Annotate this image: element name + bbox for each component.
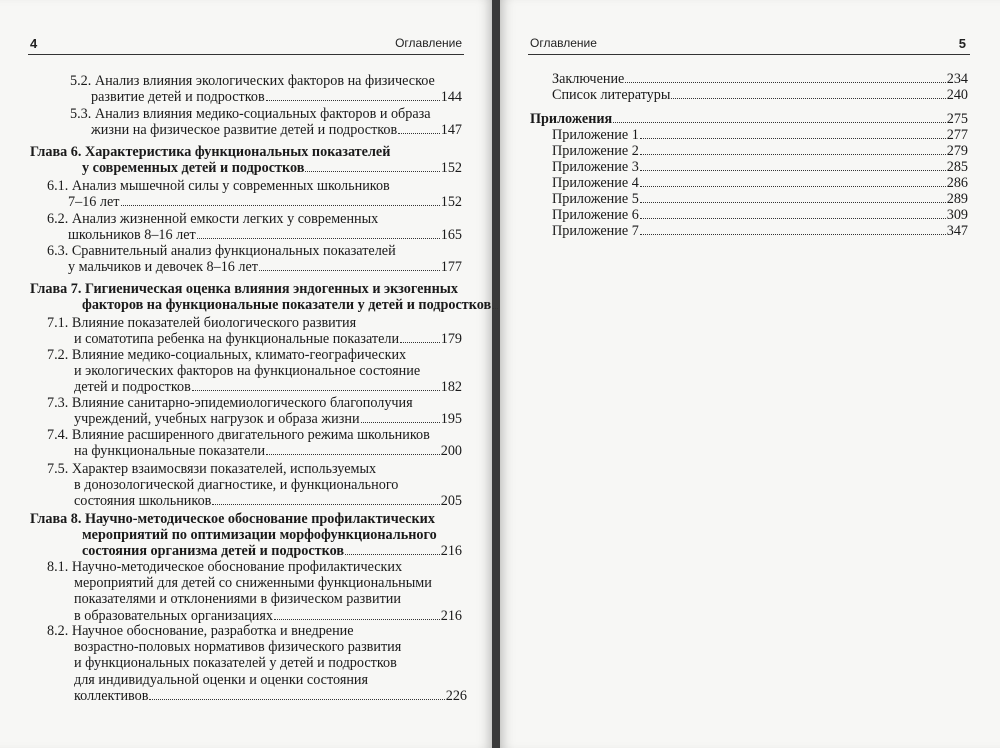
page-ref: 226 (445, 687, 467, 704)
page-ref: 152 (440, 194, 462, 211)
page-ref: 277 (946, 127, 968, 143)
page-ref: 286 (946, 175, 968, 191)
toc-entry-7-5[interactable]: 7.5. Характер взаимосвязи показателей, используемых в донозологической диагностике, и функционального состояния школьников 205 (47, 461, 462, 510)
toc-appendix-4[interactable]: Приложение 4 286 (552, 175, 968, 191)
toc-appendix-2[interactable]: Приложение 2 279 (552, 143, 968, 159)
page-ref: 216 (440, 543, 462, 560)
page-ref: 182 (440, 379, 462, 396)
toc-appendix-1[interactable]: Приложение 1 277 (552, 127, 968, 143)
toc-entry-6-3[interactable]: 6.3. Сравнительный анализ функциональных показателей у мальчиков и девочек 8–16 лет 177 (47, 243, 462, 276)
toc-appendix-5[interactable]: Приложение 5 289 (552, 191, 968, 207)
page-ref: 216 (440, 607, 462, 624)
page-ref: 279 (946, 143, 968, 159)
toc-entry-7-1[interactable]: 7.1. Влияние показателей биологического развития и соматотипа ребенка на функциональные показатели 179 (47, 315, 462, 348)
page-ref: 289 (946, 191, 968, 207)
header-rule (528, 54, 970, 55)
toc-appendix-6[interactable]: Приложение 6 309 (552, 207, 968, 223)
running-header-title: Оглавление (395, 36, 462, 50)
toc-entry-8-2[interactable]: 8.2. Научное обоснование, разработка и внедрение возрастно-половых нормативов физического развития и функциональных показателей у детей и подростков для индивидуальной оценки и оценки состояния коллективов 226 (47, 623, 467, 704)
toc-chapter-6[interactable]: Глава 6. Характеристика функциональных показателей у современных детей и подростков 152 (30, 144, 462, 177)
toc-chapter-8[interactable]: Глава 8. Научно-методическое обоснование профилактических мероприятий по оптимизации морфофункционального состояния организма детей и подростков 216 (30, 511, 462, 560)
page-ref: 165 (440, 227, 462, 244)
page-ref: 200 (440, 443, 462, 460)
page-ref: 285 (946, 159, 968, 175)
page-ref: 347 (946, 223, 968, 239)
page-ref: 275 (946, 111, 968, 127)
header-rule (28, 54, 464, 55)
left-page (0, 0, 492, 748)
toc-entry-5-3[interactable]: 5.3. Анализ влияния медико-социальных факторов и образа жизни на физическое развитие детей и подростков 147 (70, 106, 462, 139)
toc-entry-6-1[interactable]: 6.1. Анализ мышечной силы у современных школьников 7–16 лет 152 (47, 178, 462, 211)
page-ref: 147 (440, 122, 462, 139)
toc-entry-6-2[interactable]: 6.2. Анализ жизненной емкости легких у современных школьников 8–16 лет 165 (47, 211, 462, 244)
right-page (500, 0, 1000, 748)
toc-references[interactable]: Список литературы 240 (552, 87, 968, 103)
page-ref: 177 (440, 259, 462, 276)
toc-appendix-3[interactable]: Приложение 3 285 (552, 159, 968, 175)
toc-appendix-7[interactable]: Приложение 7 347 (552, 223, 968, 239)
toc-conclusion[interactable]: Заключение 234 (552, 71, 968, 87)
toc-entry-5-2[interactable]: 5.2. Анализ влияния экологических факторов на физическое развитие детей и подростков 144 (70, 73, 462, 106)
page-ref: 144 (440, 89, 462, 106)
page-ref: 179 (440, 331, 462, 348)
running-header-title: Оглавление (530, 36, 597, 50)
page-number: 4 (30, 36, 38, 51)
page-ref: 205 (440, 493, 462, 510)
page-ref: 240 (946, 87, 968, 103)
page-ref: 234 (946, 71, 968, 87)
page-ref: 152 (440, 160, 462, 177)
toc-appendices[interactable]: Приложения 275 (530, 111, 968, 127)
page-number: 5 (958, 36, 966, 51)
page-ref: 195 (440, 411, 462, 428)
toc-entry-8-1[interactable]: 8.1. Научно-методическое обоснование профилактических мероприятий для детей со сниженными функциональными показателями и отклонениями в физическом развитии в образовательных организациях 216 (47, 559, 462, 624)
toc-entry-7-2[interactable]: 7.2. Влияние медико-социальных, климато-географических и экологических факторов на функциональное состояние детей и подростков 182 (47, 347, 462, 396)
toc-entry-7-3[interactable]: 7.3. Влияние санитарно-эпидемиологического благополучия учреждений, учебных нагрузок и образа жизни 195 (47, 395, 462, 428)
page-ref: 309 (946, 207, 968, 223)
toc-chapter-7[interactable]: Глава 7. Гигиеническая оценка влияния эндогенных и экзогенных факторов на функциональные показатели у детей и подростков (30, 281, 462, 313)
toc-entry-7-4[interactable]: 7.4. Влияние расширенного двигательного режима школьников на функциональные показатели 200 (47, 427, 462, 460)
